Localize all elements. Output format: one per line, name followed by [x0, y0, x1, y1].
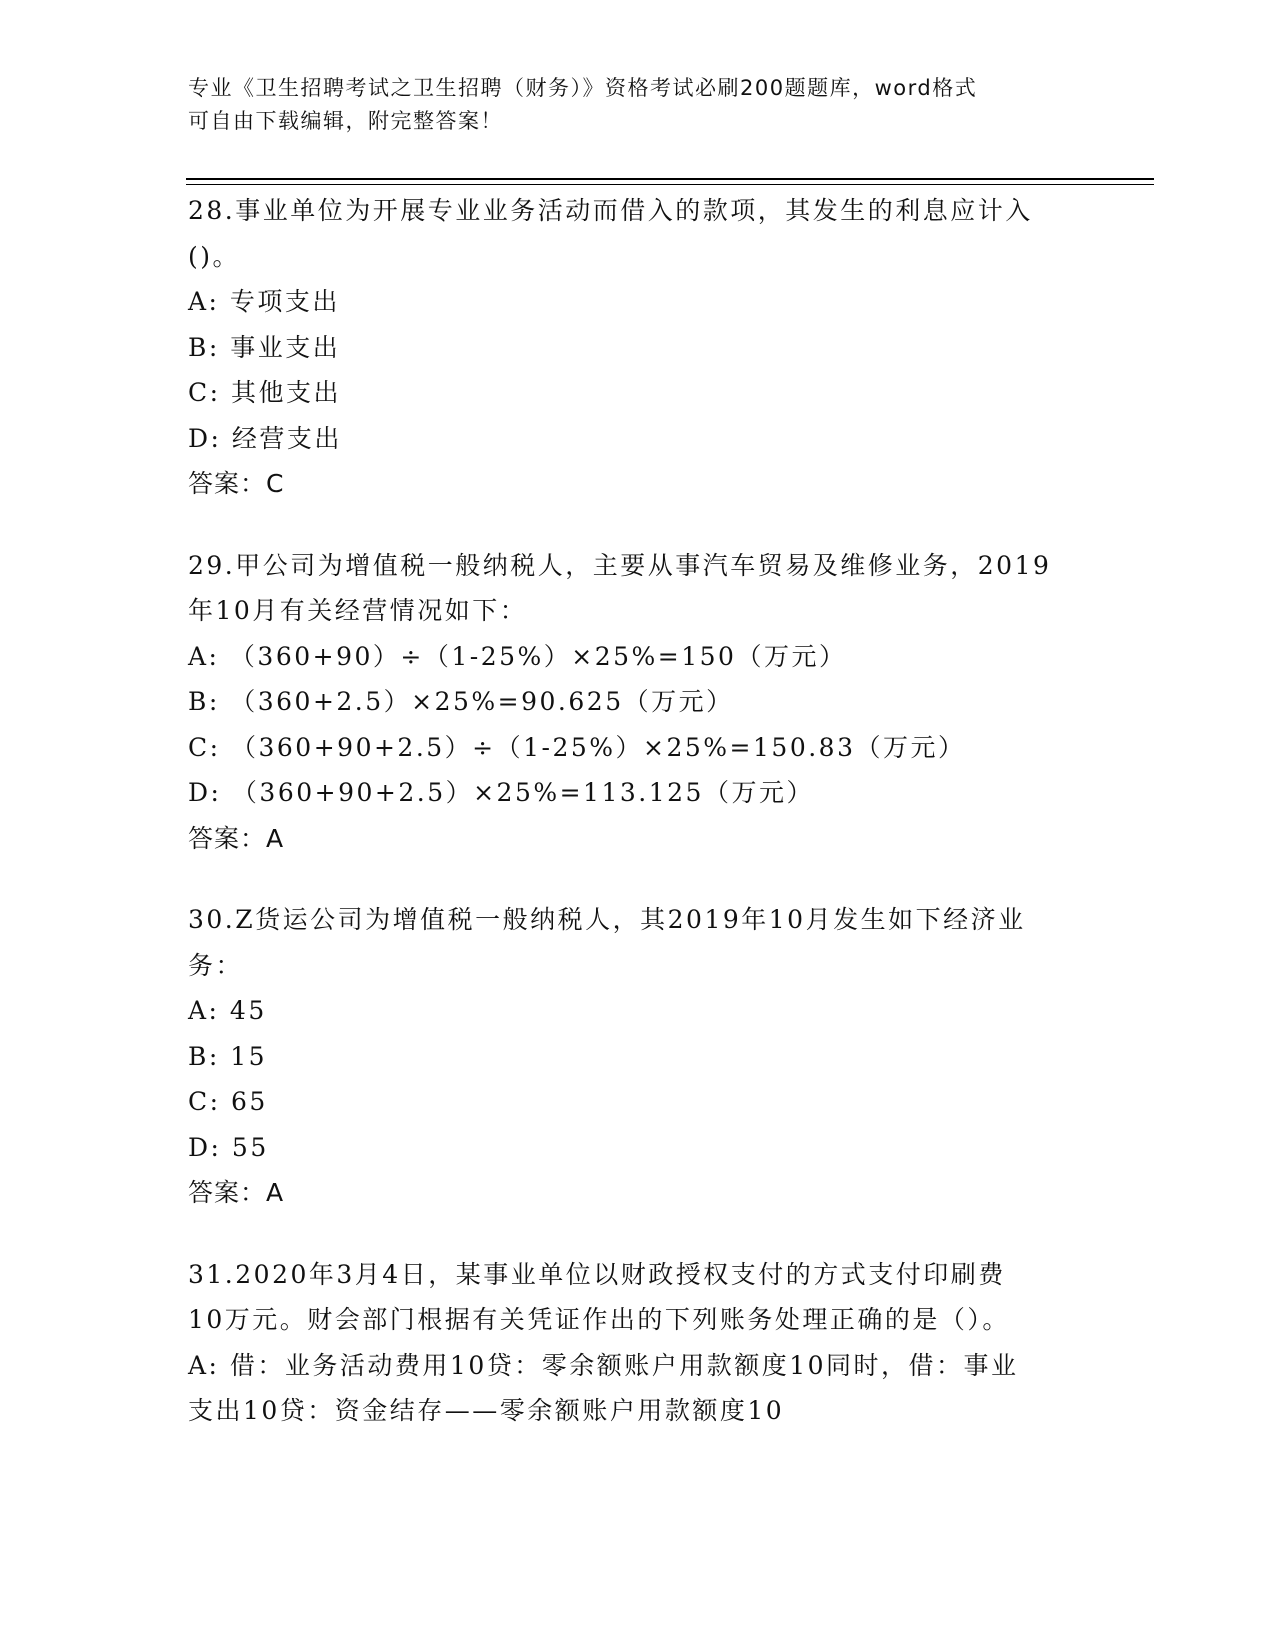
option-b: B: （360+2.5）×25%=90.625（万元）	[188, 687, 734, 716]
question-31	[188, 1252, 1088, 1434]
header-divider-thin	[186, 184, 1154, 185]
stem-line: 年10月有关经营情况如下：	[188, 596, 528, 625]
stem-line: 务：	[188, 950, 244, 980]
option-a: A: 45	[188, 996, 267, 1025]
question-28	[188, 188, 1088, 507]
question-stem	[188, 188, 1088, 279]
document-header	[188, 72, 1078, 138]
option-d: D: 经营支出	[188, 423, 342, 453]
option-c: C: 其他支出	[188, 378, 341, 407]
option-d: D: （360+90+2.5）×25%=113.125（万元）	[188, 778, 814, 807]
answer-line: 答案：A	[188, 823, 285, 853]
option-c: C: 65	[188, 1087, 268, 1116]
answer-line: 答案：A	[188, 1178, 285, 1207]
option-b: B: 15	[188, 1041, 268, 1071]
option-c: C: （360+90+2.5）÷（1-25%）×25%=150.83（万元）	[188, 732, 966, 762]
stem-line: 28.事业单位为开展专业业务活动而借入的款项，其发生的利息应计入	[188, 196, 1033, 225]
question-stem	[188, 897, 1088, 988]
stem-line: 10万元。财会部门根据有关凭证作出的下列账务处理正确的是（）。	[188, 1305, 1010, 1334]
option-a: A: （360+90）÷（1-25%）×25%=150（万元）	[188, 641, 847, 671]
option-a: A: 专项支出	[188, 287, 340, 316]
stem-line: 31.2020年3月4日，某事业单位以财政授权支付的方式支付印刷费	[188, 1259, 1006, 1289]
option-a: A: 借：业务活动费用10贷：零余额账户用款额度10同时，借：事业	[188, 1350, 1019, 1380]
question-stem	[188, 1252, 1088, 1343]
option-a-continued: 支出10贷：资金结存——零余额账户用款额度10	[188, 1396, 785, 1425]
header-divider-thick	[186, 178, 1154, 180]
stem-line: 30.Z货运公司为增值税一般纳税人，其2019年10月发生如下经济业	[188, 905, 1026, 934]
question-30	[188, 897, 1088, 1216]
header-title-line-1: 专业《卫生招聘考试之卫生招聘（财务）》资格考试必刷200题题库，word格式	[188, 76, 978, 100]
question-list	[188, 188, 1088, 1470]
question-stem	[188, 543, 1088, 634]
stem-line: ()。	[188, 241, 241, 271]
option-d: D: 55	[188, 1132, 269, 1162]
question-29	[188, 543, 1088, 862]
answer-line: 答案：C	[188, 469, 285, 498]
stem-line: 29.甲公司为增值税一般纳税人，主要从事汽车贸易及维修业务，2019	[188, 550, 1052, 580]
option-b: B: 事业支出	[188, 332, 341, 362]
header-title-line-2: 可自由下载编辑，附完整答案！	[188, 109, 503, 133]
